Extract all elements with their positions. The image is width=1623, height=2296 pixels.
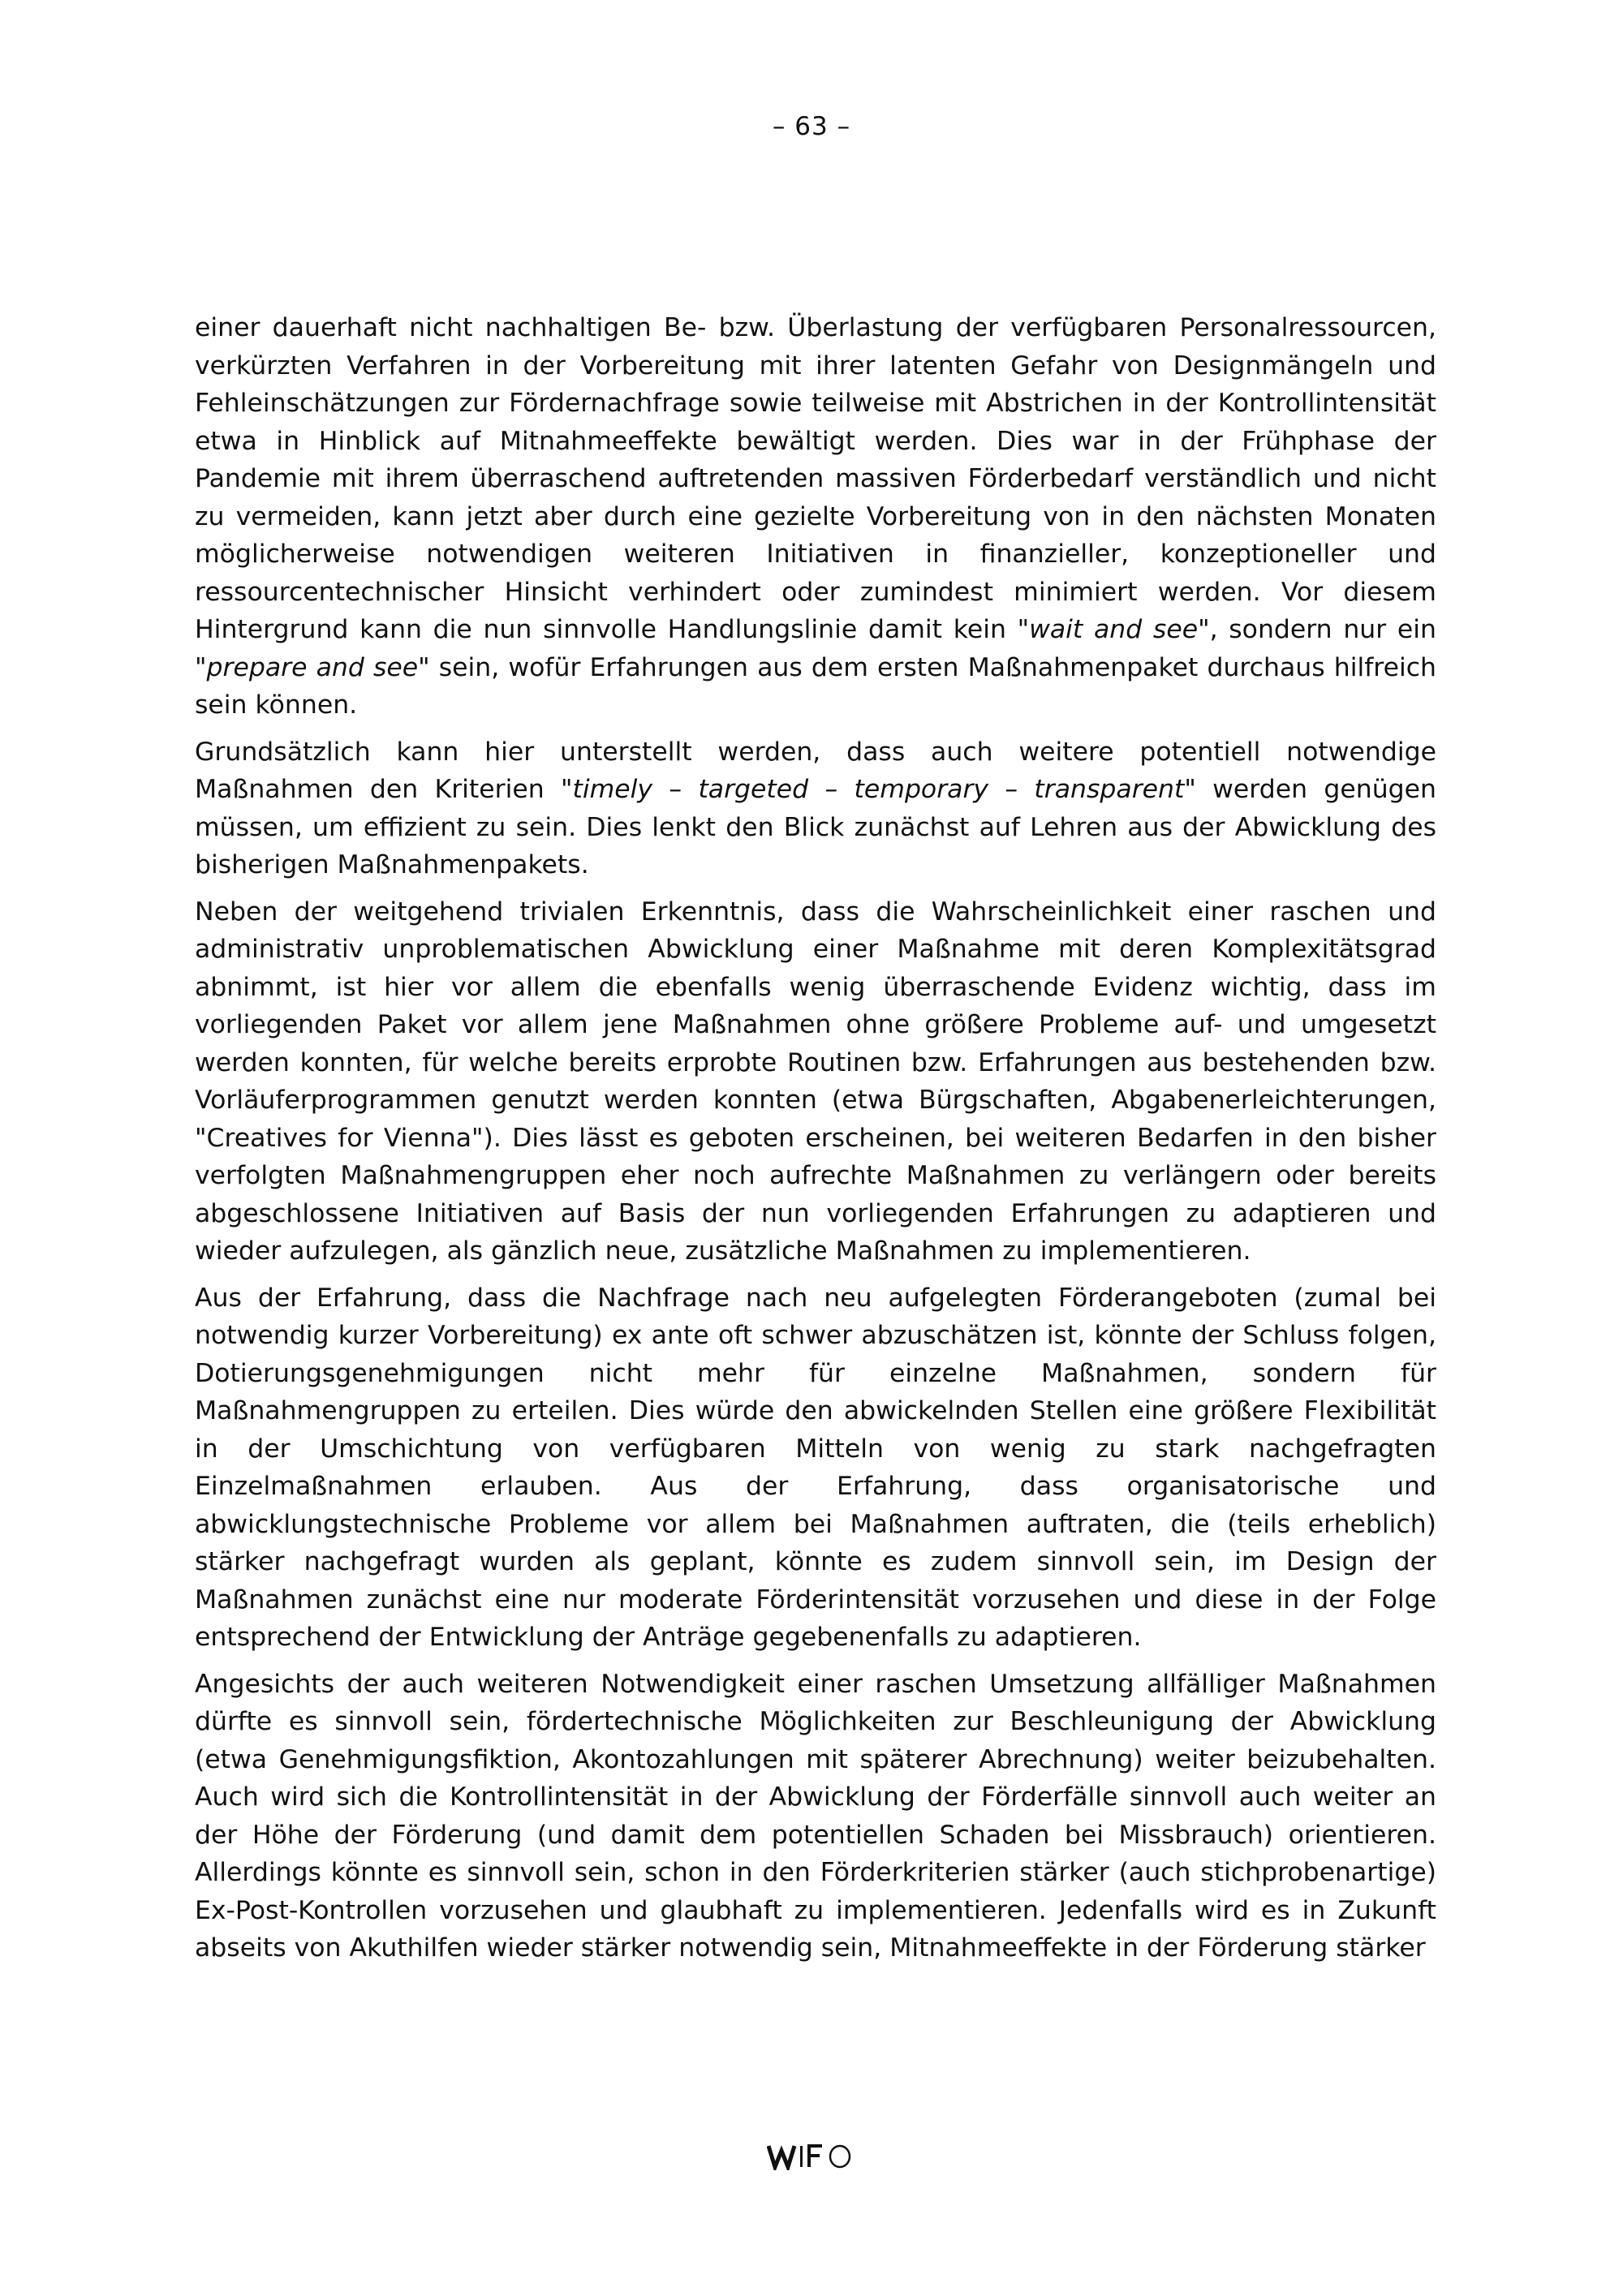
- italic-text: wait and see: [1029, 615, 1199, 644]
- paragraph-text: Angesichts der auch weiteren Notwendigkeit einer raschen Umsetzung allfälliger Maßnahmen dürfte es sinnvoll sein, fördertechnische Möglichkeiten zur Beschleunigung der Abwicklung (etwa Genehmigungsfiktion, Akontozahlungen mit späterer Abrechnung) weiter beizubehalten. Auch wird sich die Kontrollintensität in der Abwicklung der Förderfälle sinnvoll auch weiter an der Höhe der Förderung (und damit dem potentiellen Schaden bei Missbrauch) orientieren. Allerdings könnte es sinnvoll sein, schon in den Förderkriterien stärker (auch stichprobenartige) Ex-Post-Kontrollen vorzusehen und glaubhaft zu implementieren. Jedenfalls wird es in Zukunft abseits von Akuthilfen wieder stärker notwendig sein, Mitnahmeeffekte in der Förderung stärker: [195, 1669, 1436, 1963]
- italic-text: prepare and see: [206, 652, 419, 682]
- footer-logo: [0, 2143, 1623, 2173]
- paragraph: [195, 1666, 1436, 1967]
- paragraph-text: einer dauerhaft nicht nachhaltigen Be- bzw. Überlastung der verfügbaren Personalressourcen, verkürzten Verfahren in der Vorbereitung mit ihrer latenten Gefahr von Designmängeln und Fehleinschätzungen zur Fördernachfrage sowie teilweise mit Abstrichen in der Kontrollintensität etwa in Hinblick auf Mitnahmeeffekte bewältigt werden. Dies war in der Frühphase der Pandemie mit ihrem überraschend auftretenden massiven Förderbedarf verständlich und nicht zu vermeiden, kann jetzt aber durch eine gezielte Vorbereitung von in den nächsten Monaten möglicherweise notwendigen weiteren Initiativen in finanzieller, konzeptioneller und ressourcentechnischer Hinsicht verhindert oder zumindest minimiert werden. Vor diesem Hintergrund kann die nun sinnvolle Handlungslinie damit kein ": [195, 313, 1436, 644]
- italic-text: timely – targeted – temporary – transparent: [572, 775, 1185, 804]
- paragraph: [195, 893, 1436, 1271]
- body-text: [195, 309, 1436, 1976]
- paragraph-text: " sein, wofür Erfahrungen aus dem ersten Maßnahmenpaket durchaus hilfreich sein können.: [195, 652, 1436, 720]
- page-number: – 63 –: [772, 112, 851, 141]
- paragraph-text: Neben der weitgehend trivialen Erkenntnis, dass die Wahrscheinlichkeit einer raschen und administrativ unproblematischen Abwicklung einer Maßnahme mit deren Komplexitätsgrad abnimmt, ist hier vor allem die ebenfalls wenig überraschende Evidenz wichtig, dass im vorliegenden Paket vor allem jene Maßnahmen ohne größere Probleme auf- und umgesetzt werden konnten, für welche bereits erprobte Routinen bzw. Erfahrungen aus bestehenden bzw. Vorläuferprogrammen genutzt werden konnten (etwa Bürgschaften, Abgabenerleichterungen, "Creatives for Vienna"). Dies lässt es geboten erscheinen, bei weiteren Bedarfen in den bisher verfolgten Maßnahmengruppen eher noch aufrechte Maßnahmen zu verlängern oder bereits abgeschlossene Initiativen auf Basis der nun vorliegenden Erfahrungen zu adaptieren und wieder aufzulegen, als gänzlich neue, zusätzliche Maßnahmen zu implementieren.: [195, 896, 1436, 1266]
- paragraph: [195, 309, 1436, 724]
- paragraph: [195, 733, 1436, 884]
- paragraph-text: ", sondern nur ein ": [195, 615, 1436, 682]
- wifo-logo-icon: [767, 2143, 856, 2170]
- paragraph-text: Grundsätzlich kann hier unterstellt werden, dass auch weitere potentiell notwendige Maßnahmen den Kriterien ": [195, 737, 1436, 804]
- paragraph-text: " werden genügen müssen, um effizient zu sein. Dies lenkt den Blick zunächst auf Lehren aus der Abwicklung des bisherigen Maßnahmenpakets.: [195, 775, 1436, 879]
- paragraph-text: Aus der Erfahrung, dass die Nachfrage nach neu aufgelegten Förderangeboten (zumal bei notwendig kurzer Vorbereitung) ex ante oft schwer abzuschätzen ist, könnte der Schluss folgen, Dotierungsgenehmigungen nicht mehr für einzelne Maßnahmen, sondern für Maßnahmengruppen zu erteilen. Dies würde den abwickelnden Stellen eine größere Flexibilität in der Umschichtung von verfügbaren Mitteln von wenig zu stark nachgefragten Einzelmaßnahmen erlauben. Aus der Erfahrung, dass organisatorische und abwicklungstechnische Probleme vor allem bei Maßnahmen auftraten, die (teils erheblich) stärker nachgefragt wurden als geplant, könnte es zudem sinnvoll sein, im Design der Maßnahmen zunächst eine nur moderate Förderintensität vorzusehen und diese in der Folge entsprechend der Entwicklung der Anträge gegebenenfalls zu adaptieren.: [195, 1283, 1436, 1652]
- paragraph: [195, 1279, 1436, 1657]
